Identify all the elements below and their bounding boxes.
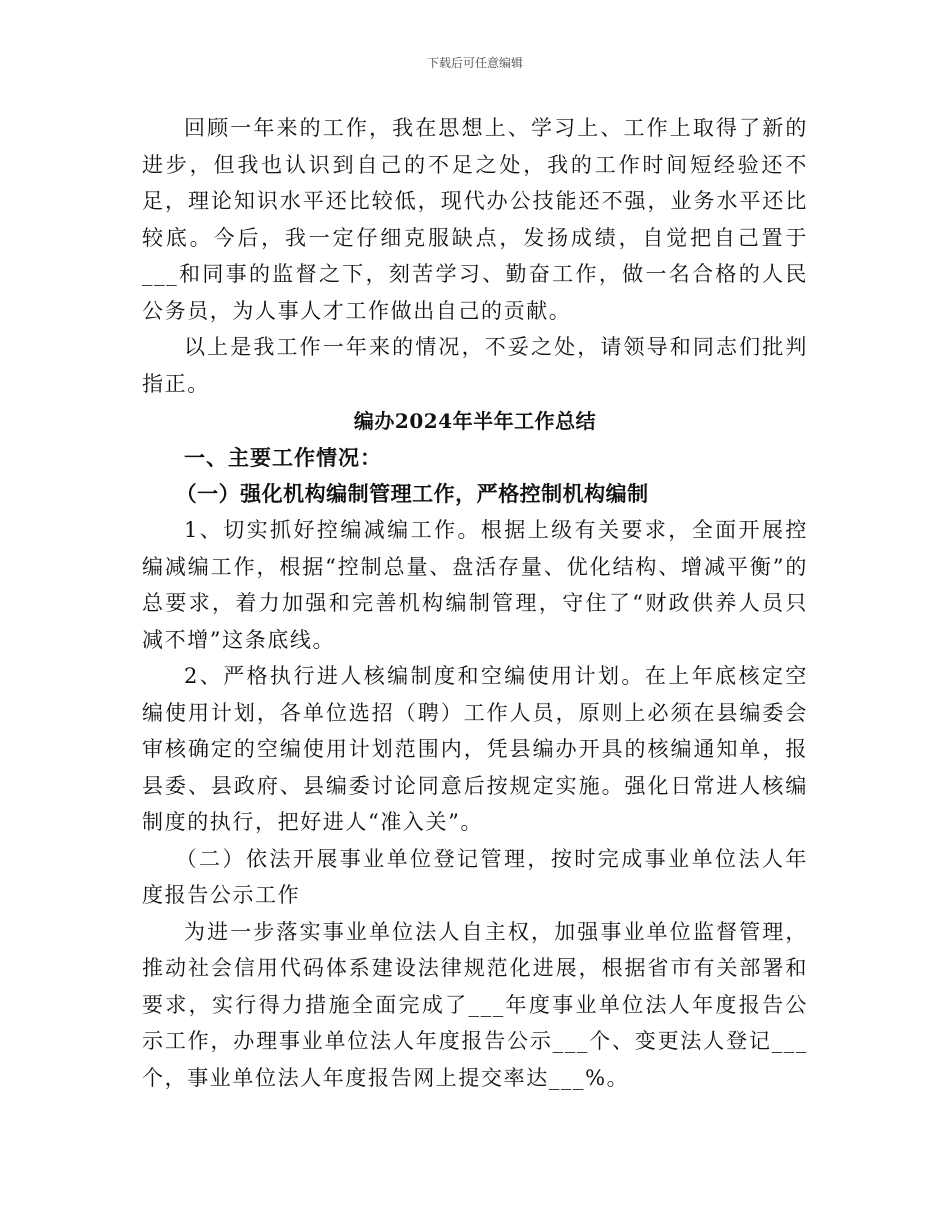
section-heading-main-work: 一、主要工作情况： [184,445,382,470]
page-header: 下载后可任意编辑 [426,56,523,70]
subsection-heading-1: （一）强化机构编制管理工作，严格控制机构编制 [175,481,649,506]
paragraph-item-1: 1、切实抓好控编减编工作。根据上级有关要求，全面开展控编减编工作，根据“控制总量、盘活存量、优化结构、增减平衡”的总要求，着力加强和完善机构编制管理，守住了“财政供养人员只减不增”这条底线。 [142,518,808,652]
paragraph-review: 回顾一年来的工作，我在思想上、学习上、工作上取得了新的进步，但我也认识到自己的不足之处，我的工作时间短经验还不足，理论知识水平还比较低，现代办公技能还不强，业务水平还比较底。今后，我一定仔细克服缺点，发扬成绩，自觉把自己置于___和同事的监督之下，刻苦学习、勤奋工作，做一名合格的人民公务员，为人事人才工作做出自己的贡献。 [142,116,808,323]
document-body [142,110,808,1096]
paragraph-item-2: 2、严格执行进人核编制度和空编使用计划。在上年底核定空编使用计划，各单位选招（聘）工作人员，原则上必须在县编委会审核确定的空编使用计划范围内，凭县编办开具的核编通知单，报县委、县政府、县编委讨论同意后按规定实施。强化日常进人核编制度的执行，把好进人“准入关”。 [142,664,808,834]
document-title: 编办2024年半年工作总结 [353,409,597,433]
subsection-heading-2: （二）依法开展事业单位登记管理，按时完成事业单位法人年度报告公示工作 [142,846,808,907]
paragraph-registration: 为进一步落实事业单位法人自主权，加强事业单位监督管理，推动社会信用代码体系建设法律规范化进展，根据省市有关部署和要求，实行得力措施全面完成了___年度事业单位法人年度报告公示工作，办理事业单位法人年度报告公示___个、变更法人登记___个，事业单位法人年度报告网上提交率达___%。 [142,919,808,1090]
paragraph-closing: 以上是我工作一年来的情况，不妥之处，请领导和同志们批判指正。 [142,335,808,396]
